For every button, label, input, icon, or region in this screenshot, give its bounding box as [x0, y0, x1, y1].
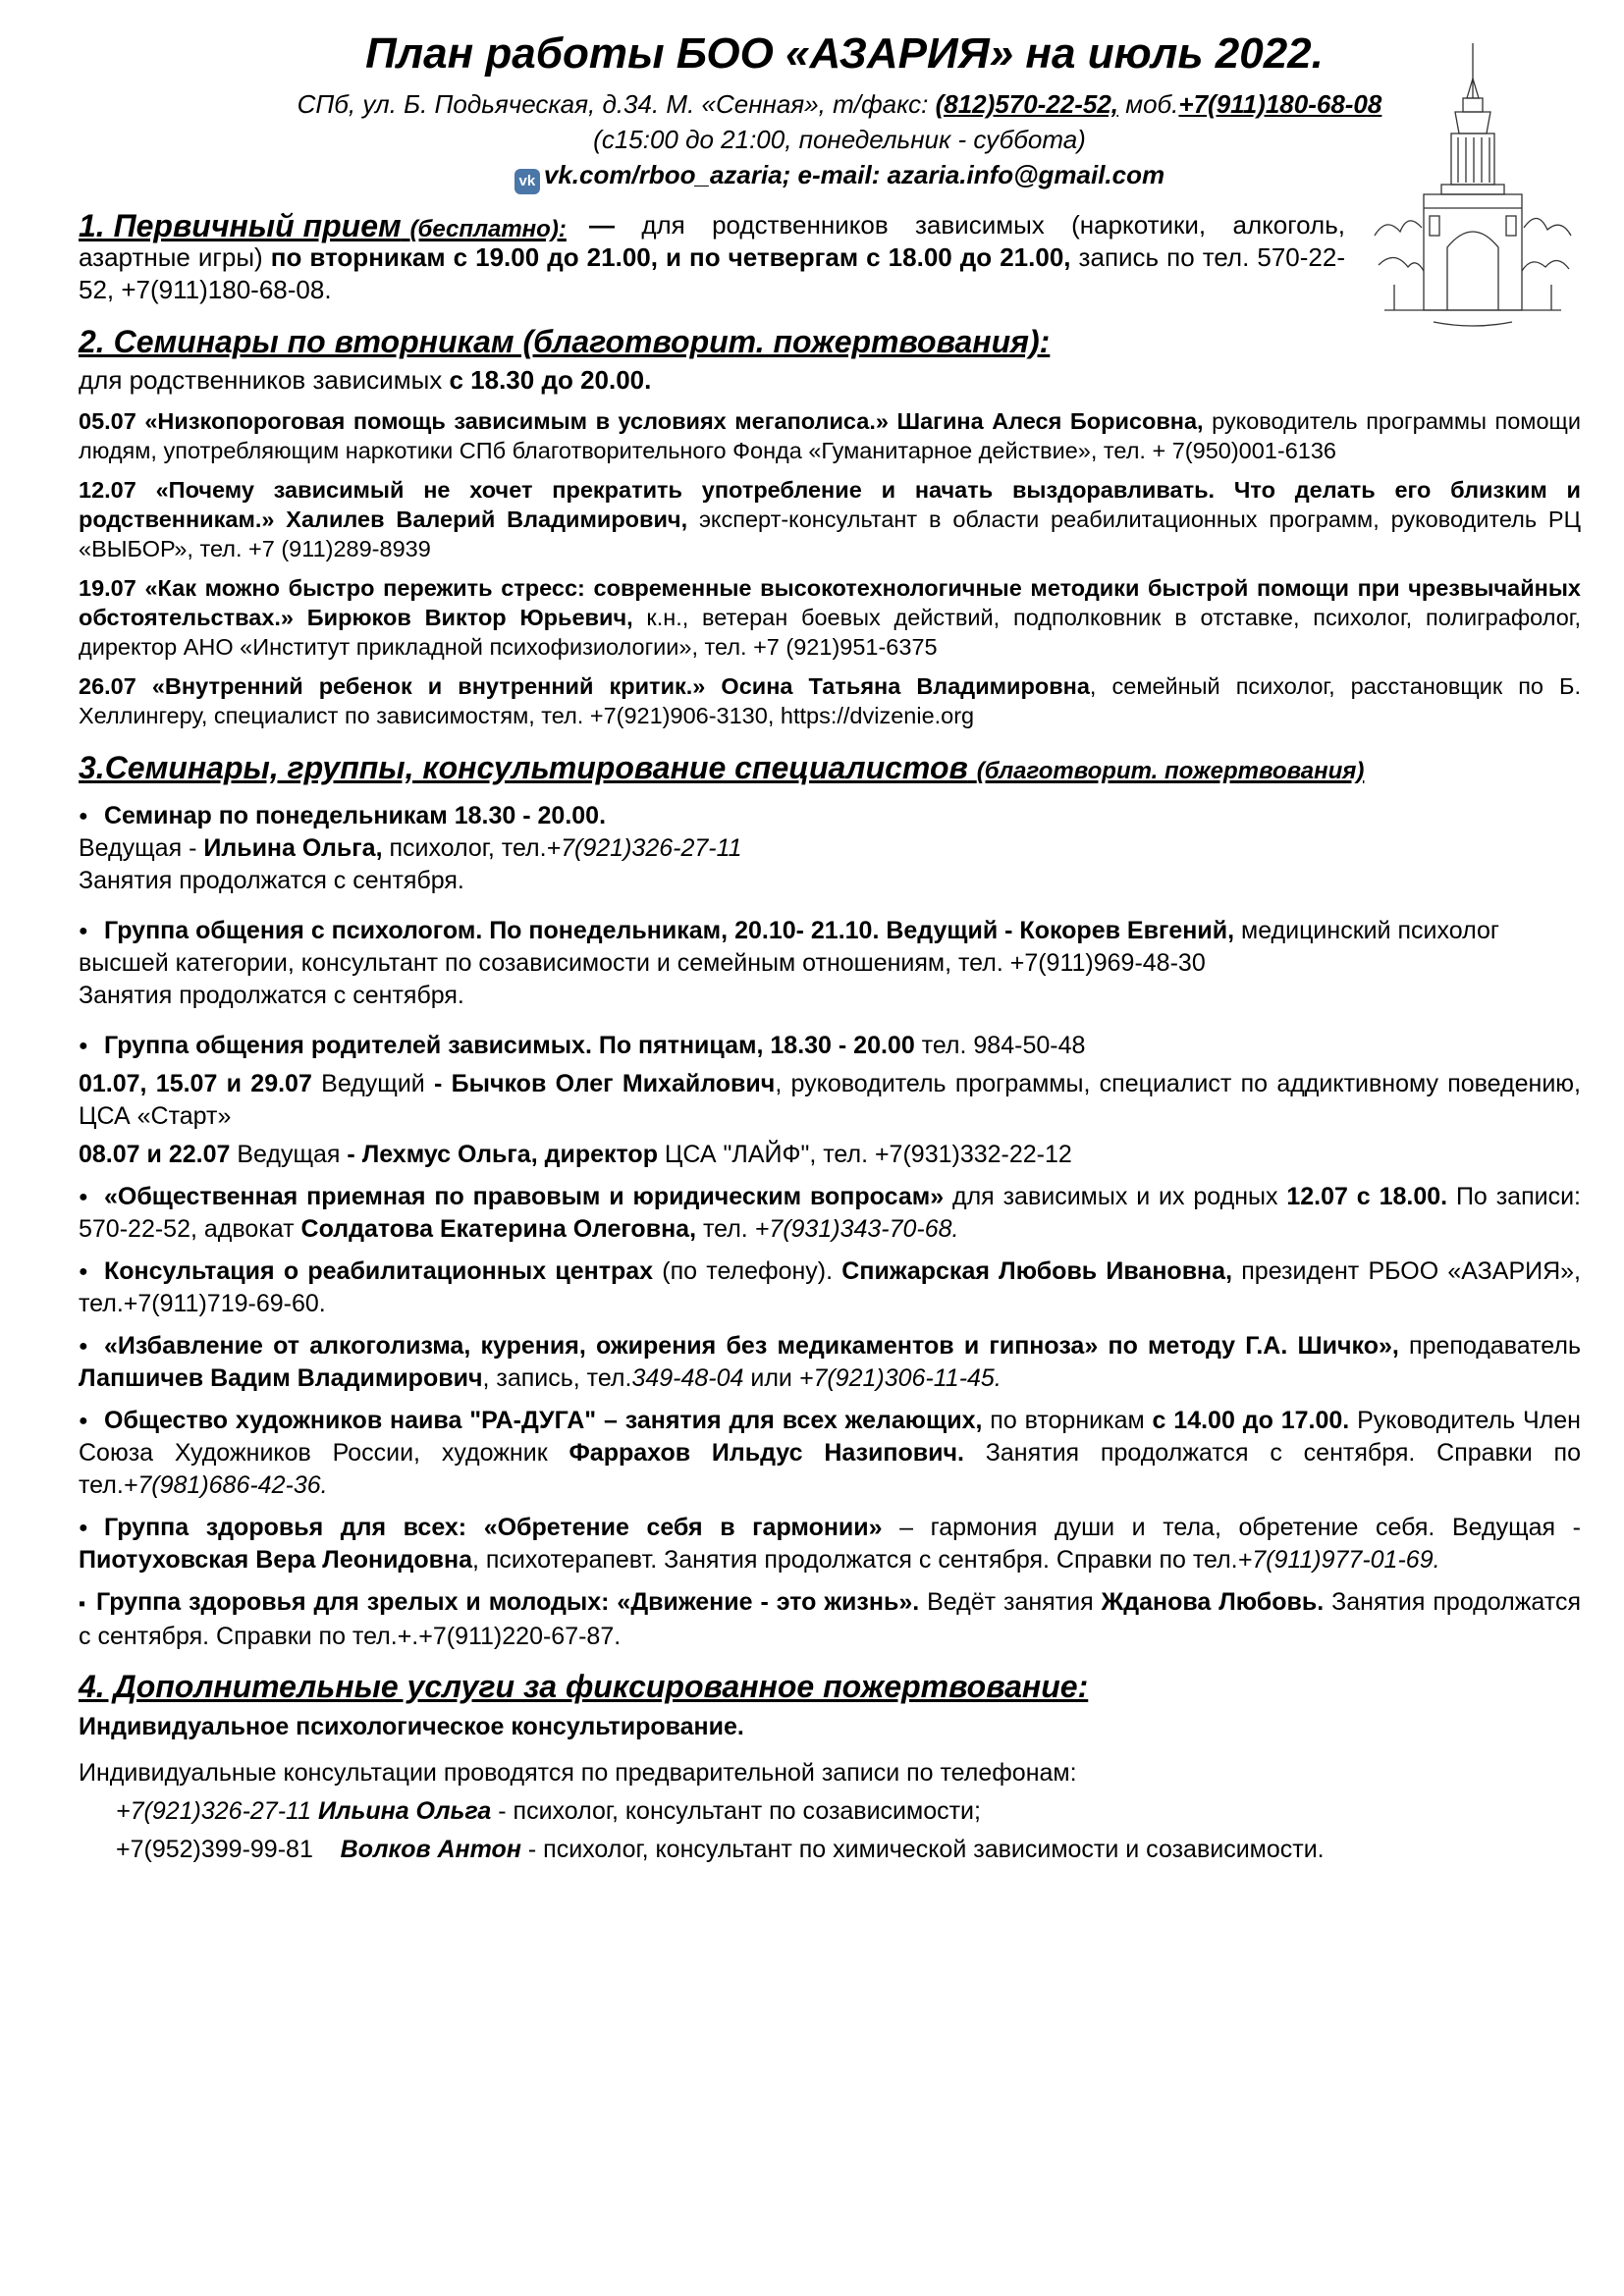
section-4-intro: Индивидуальные консультации проводятся по предварительной записи по телефонам: [79, 1759, 1077, 1787]
section-2-intro: для родственников зависимых с 18.30 до 20.00. [79, 365, 652, 395]
art-society: ● Общество художников наива "РА-ДУГА" – занятия для всех желающих, по вторникам с 14.00 до 17.00. Руководитель Член Союза Художников России, художник Фаррахов Ильдус Назипович. Занятия продолжатся с сентября. Справки по тел.+7(981)686-42-36. [79, 1407, 1581, 1499]
consultant-anton: +7(952)399-99-81 Волков Антон - психолог, консультант по химической зависимости и созависимости. [116, 1836, 1325, 1863]
section-4-heading: 4. Дополнительные услуги за фиксированное пожертвование: [79, 1669, 1089, 1704]
bullet-icon: ● [79, 808, 88, 825]
seminar-item: 12.07 «Почему зависимый не хочет прекратить употребление и начать выздоравливать. Что делать его близким и родственникам.» Халилев Валерий Владимирович, эксперт-консультант в области реабилитационных программ, руководитель РЦ «ВЫБОР», тел. +7 (911)289-8939 [79, 477, 1581, 561]
bullet-icon: ● [79, 1413, 88, 1429]
shichko-method: ● «Избавление от алкоголизма, курения, ожирения без медикаментов и гипноза» по методу Г.А. Шичко», преподаватель Лапшичев Вадим Владимирович, запись, тел.349-48-04 или +7(921)306-11-45. [79, 1332, 1581, 1392]
contacts-text[interactable]: vk.com/rboo_azaria; e-mail: azaria.info@gmail.com [543, 160, 1165, 189]
document-page [79, 29, 1581, 1866]
seminar-item: 26.07 «Внутренний ребенок и внутренний критик.» Осина Татьяна Владимировна, семейный психолог, расстановщик по Б. Хеллингеру, специалист по зависимостям, тел. +7(921)906-3130, https://dvizenie.org [79, 673, 1581, 728]
section-2-heading: 2. Семинары по вторникам (благотворит. пожертвования): [79, 324, 1051, 359]
page-title: План работы БОО «АЗАРИЯ» на июль 2022. [365, 29, 1324, 78]
mobile-phone-link[interactable]: +7(911)180-68-08 [1178, 89, 1382, 119]
square-bullet-icon: ▪ [79, 1593, 86, 1615]
psychologist-group-note: Занятия продолжатся с сентября. [79, 982, 464, 1009]
bullet-icon: ● [79, 923, 88, 939]
mobile-label: моб. [1118, 89, 1179, 119]
health-group-movement: ▪ Группа здоровья для зрелых и молодых: «Движение - это жизнь». Ведёт занятия Жданова Любовь. Занятия продолжатся с сентября. Справки по тел.+.+7(911)220-67-87. [79, 1588, 1581, 1650]
psychologist-group: ● Группа общения с психологом. По понедельникам, 20.10- 21.10. Ведущий - Кокорев Евгений, медицинский психолог высшей категории, консультант по созависимости и семейным отношениям, тел. +7(911)969-48-30 [79, 917, 1499, 977]
contacts-line [79, 157, 1581, 194]
working-hours: (с15:00 до 21:00, понедельник - суббота) [593, 125, 1086, 154]
phone-link[interactable]: (812)570-22-52, [935, 89, 1119, 119]
bullet-icon: ● [79, 1263, 88, 1280]
address-line [79, 86, 1581, 122]
section-1 [79, 208, 1345, 306]
bullet-icon: ● [79, 1520, 88, 1536]
consultant-olga: +7(921)326-27-11 Ильина Ольга - психолог, консультант по созависимости; [116, 1797, 981, 1825]
admiralty-building-illustration [1365, 39, 1581, 334]
section-3-note: (благотворит. пожертвования) [976, 758, 1365, 784]
monday-seminar-note: Занятия продолжатся с сентября. [79, 867, 464, 894]
parents-group-schedule-1: 01.07, 15.07 и 29.07 Ведущий - Бычков Олег Михайлович, руководитель программы, специалист по аддиктивному поведению, ЦСА «Старт» [79, 1070, 1581, 1130]
section-1-note: (бесплатно): [409, 216, 567, 242]
bullet-icon: ● [79, 1338, 88, 1355]
section-4-subheading: Индивидуальное психологическое консультирование. [79, 1713, 744, 1740]
vk-icon: vk [514, 169, 540, 194]
monday-seminar-leader: Ведущая - Ильина Ольга, психолог, тел.+7(921)326-27-11 [79, 834, 742, 862]
seminar-item: 05.07 «Низкопороговая помощь зависимым в условиях мегаполиса.» Шагина Алеся Борисовна, руководитель программы помощи людям, употребляющим наркотики СПб благотворительного Фонда «Гуманитарное действие», тел. + 7(950)001-6136 [79, 408, 1581, 463]
health-group-harmony: ● Группа здоровья для всех: «Обретение себя в гармонии» – гармония души и тела, обретение себя. Ведущая - Пиотуховская Вера Леонидовна, психотерапевт. Занятия продолжатся с сентября. Справки по тел.+7(911)977-01-69. [79, 1514, 1581, 1574]
section-1-heading: 1. Первичный прием (бесплатно): [79, 208, 567, 243]
section-3-heading: 3.Семинары, группы, консультирование специалистов (благотворит. пожертвования) [79, 750, 1365, 785]
legal-consultation: ● «Общественная приемная по правовым и юридическим вопросам» для зависимых и их родных 12.07 с 18.00. По записи: 570-22-52, адвокат Солдатова Екатерина Олеговна, тел. +7(931)343-70-68. [79, 1183, 1581, 1243]
address-text: СПб, ул. Б. Подьяческая, д.34. М. «Сенная», т/факс: [297, 89, 936, 119]
parents-group: ● Группа общения родителей зависимых. По пятницам, 18.30 - 20.00 тел. 984-50-48 [79, 1030, 1581, 1062]
monday-seminar: ● Семинар по понедельникам 18.30 - 20.00. [79, 800, 1581, 832]
seminar-item: 19.07 «Как можно быстро пережить стресс: современные высокотехнологичные методики быстрой помощи при чрезвычайных обстоятельствах.» Бирюков Виктор Юрьевич, к.н., ветеран боевых действий, подполковник в отставке, психолог, полиграфолог, директор АНО «Институт прикладной психофизиологии», тел. +7 (921)951-6375 [79, 575, 1581, 660]
bullet-icon: ● [79, 1189, 88, 1205]
parents-group-schedule-2: 08.07 и 22.07 Ведущая - Лехмус Ольга, директор ЦСА "ЛАЙФ", тел. +7(931)332-22-12 [79, 1141, 1072, 1168]
bullet-icon: ● [79, 1038, 88, 1054]
section-1-text: — для родственников зависимых (наркотики, алкоголь, азартные игры) по вторникам с 19.00 до 21.00, и по четвергам с 18.00 до 21.00, запись по тел. 570-22-52, +7(911)180-68-08. [79, 210, 1345, 304]
rehab-consultation: ● Консультация о реабилитационных центрах (по телефону). Спижарская Любовь Ивановна, президент РБОО «АЗАРИЯ», тел.+7(911)719-69-60. [79, 1257, 1581, 1317]
